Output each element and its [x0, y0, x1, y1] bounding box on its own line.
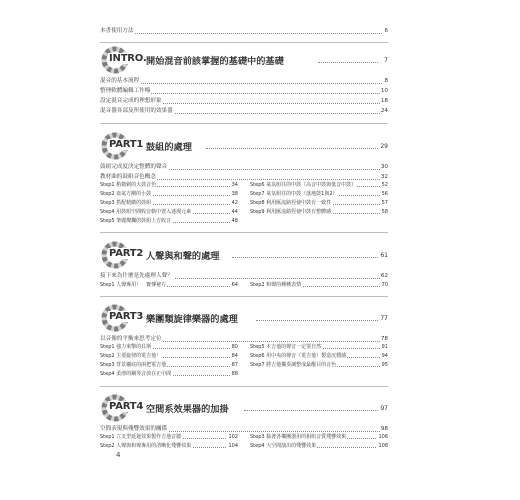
page-number: 4 — [116, 451, 121, 459]
step-label: Step1 立叉型延遲效果製作吉他音牆 — [100, 434, 182, 440]
step-label: Step1 稍微刺的大鼓音色 — [100, 182, 157, 188]
divider — [100, 123, 388, 124]
step-page: 58 — [381, 209, 388, 215]
section-page: 77 — [380, 315, 388, 322]
step-entry[interactable] — [250, 199, 388, 207]
divider — [100, 296, 388, 297]
step-label: Step2 主要旋律的電吉他！ — [100, 353, 162, 359]
step-page: 102 — [228, 434, 238, 440]
step-page: 44 — [231, 209, 238, 215]
entry-page: 78 — [380, 336, 388, 342]
step-page: 95 — [381, 362, 388, 368]
step-page: 84 — [231, 353, 238, 359]
step-label: Step2 人聲與和聲專用的清晰化殘響效果 — [100, 443, 192, 449]
step-label: Step4 大空間演出的殘響效果 — [250, 443, 317, 449]
step-entry[interactable] — [250, 190, 388, 198]
section-page: 29 — [380, 143, 388, 150]
section-part-label: PART3 — [109, 311, 144, 322]
step-label: Step1 人聲專用！ 寶傳祕方 — [100, 282, 167, 288]
step-page: 80 — [231, 344, 238, 350]
step-page: 94 — [381, 353, 388, 359]
step-label: Step3 背景襯底的兩把電吉他 — [100, 362, 167, 368]
entry-page: 30 — [380, 164, 388, 170]
entry-label: 整理軟體編輯工作檯 — [100, 88, 151, 94]
entry-page: 10 — [380, 88, 388, 94]
step-label: Step4 柔滑的鋼琴音放在正中間 — [100, 371, 172, 377]
step-entry[interactable] — [100, 281, 238, 289]
step-entry[interactable] — [100, 208, 238, 216]
step-page: 34 — [231, 182, 238, 188]
divider — [100, 232, 388, 233]
step-label: Step1 強力來擊的貝斯 — [100, 344, 152, 350]
step-page: 91 — [381, 344, 388, 350]
step-page: 88 — [231, 371, 238, 377]
step-entry[interactable] — [250, 361, 388, 369]
step-page: 42 — [231, 200, 238, 206]
step-page: 57 — [381, 200, 388, 206]
entry-page: 32 — [380, 174, 388, 180]
divider — [100, 386, 388, 387]
step-page: 87 — [231, 362, 238, 368]
step-page: 70 — [381, 282, 388, 288]
step-entry[interactable] — [100, 343, 238, 351]
section-page: 61 — [380, 252, 388, 259]
step-page: 64 — [231, 282, 238, 288]
step-entry[interactable] — [250, 442, 388, 450]
step-label: Step6 用中央的聲音（電吉他）製造沉穩感 — [250, 353, 347, 359]
entry-label: 本書使用方法 — [100, 28, 134, 34]
step-page: 56 — [381, 191, 388, 197]
entry-page: 6 — [384, 28, 388, 34]
step-label: Step6 氣氛組往的中鼓（高音中鼓與低音中鼓） — [250, 182, 357, 188]
toc-entry[interactable] — [100, 97, 388, 106]
section-page: 97 — [380, 405, 388, 412]
section-part-label: INTRO. — [109, 53, 147, 64]
entry-label: 空間表現與殘響效果的關係 — [100, 426, 168, 432]
step-entry[interactable] — [250, 181, 388, 189]
step-list — [100, 433, 388, 451]
section-title: 鼓組的處理 — [146, 142, 192, 153]
toc-entry[interactable] — [100, 77, 388, 86]
step-entry[interactable] — [100, 442, 238, 450]
section-header-part4[interactable] — [100, 393, 388, 423]
step-label: Step5 筆麗燦爛的鼓組上方收音 — [100, 218, 172, 224]
entry-page: 62 — [380, 273, 388, 279]
step-page: 108 — [378, 443, 388, 449]
dot-leader — [244, 410, 378, 411]
step-entry[interactable] — [100, 352, 238, 360]
step-label: Step2 血氣方剛的小鼓 — [100, 191, 152, 197]
step-page: 52 — [381, 182, 388, 188]
entry-page: 18 — [380, 98, 388, 104]
step-entry[interactable] — [100, 190, 238, 198]
section-header-part1[interactable] — [100, 131, 388, 161]
entry-label: 以音像的平衡來思考定位 — [100, 336, 162, 342]
entry-label: 混音器各部及所使用的效果器 — [100, 108, 173, 114]
step-label: Step3 黏著各樂團器用的相組音質殘響效果 — [250, 434, 347, 440]
step-entry[interactable] — [250, 281, 388, 289]
section-header-part2[interactable] — [100, 240, 388, 270]
step-label: Step2 和聲的種種表情 — [250, 282, 302, 288]
step-label: Step8 利用匯流路徑使中鼓有一致性 — [250, 200, 332, 206]
step-page: 106 — [378, 434, 388, 440]
dot-leader — [232, 257, 378, 258]
section-page: 7 — [384, 57, 388, 64]
divider — [100, 42, 388, 43]
section-title: 人聲與和聲的處理 — [146, 251, 220, 262]
section-header-part3[interactable] — [100, 303, 388, 333]
step-entry[interactable] — [100, 370, 238, 378]
step-entry[interactable] — [100, 181, 238, 189]
step-entry[interactable] — [100, 361, 238, 369]
entry-label: 接下來為什麼是先處理人聲？ — [100, 273, 173, 279]
step-entry[interactable] — [100, 217, 238, 225]
toc-entry[interactable] — [100, 107, 388, 116]
step-label: Step9 利用匯流路徑使中鼓有整體感 — [250, 209, 332, 215]
step-list — [100, 343, 388, 381]
toc-entry-how-to-use[interactable] — [100, 27, 388, 36]
step-label: Step7 氣氛組往的中鼓（落地鼓1與2） — [250, 191, 338, 197]
section-header-intro[interactable] — [100, 45, 388, 75]
step-page: 38 — [231, 191, 238, 197]
step-label: Step4 用鼓組空間收音軌中置入迷漫元素 — [100, 209, 192, 215]
dot-leader — [206, 148, 378, 149]
step-page: 104 — [228, 443, 238, 449]
step-label: Step5 木吉他的聲音一定要自然 — [250, 344, 322, 350]
step-entry[interactable] — [250, 208, 388, 216]
step-entry[interactable] — [250, 343, 388, 351]
step-list — [100, 281, 388, 291]
entry-label: 教材曲的鼓組音色概念 — [100, 174, 156, 180]
section-part-label: PART1 — [109, 139, 144, 150]
entry-page: 98 — [380, 426, 388, 432]
section-title: 樂團類旋律樂器的處理 — [146, 314, 238, 325]
dot-leader — [100, 33, 388, 34]
toc-entry[interactable] — [100, 87, 388, 96]
step-entry[interactable] — [100, 199, 238, 207]
section-part-label: PART2 — [109, 248, 144, 259]
step-list — [100, 181, 388, 227]
entry-label: 鼓組完成度決定整體的聲音 — [100, 164, 168, 170]
entry-page: 24 — [380, 108, 388, 114]
dot-leader — [100, 83, 388, 84]
dot-leader — [318, 62, 378, 63]
toc-entry[interactable] — [100, 163, 388, 172]
section-title: 開始混音前該掌握的基礎中的基礎 — [146, 56, 284, 67]
step-entry[interactable] — [250, 352, 388, 360]
step-entry[interactable] — [250, 433, 388, 441]
step-page: 48 — [231, 218, 238, 224]
dot-leader — [256, 320, 378, 321]
entry-label: 設定混音完成的理想形象 — [100, 98, 162, 104]
step-label: Step7 將吉他獨奏調整成最醒目的音色 — [250, 362, 337, 368]
section-part-label: PART4 — [109, 401, 144, 412]
toc-entry[interactable] — [100, 272, 388, 281]
entry-page: 8 — [384, 78, 388, 84]
step-entry[interactable] — [100, 433, 238, 441]
section-title: 空間系效果器的加掛 — [146, 404, 229, 415]
step-label: Step3 搭配精緻的鼓組 — [100, 200, 152, 206]
entry-label: 混音的基本流程 — [100, 78, 140, 84]
